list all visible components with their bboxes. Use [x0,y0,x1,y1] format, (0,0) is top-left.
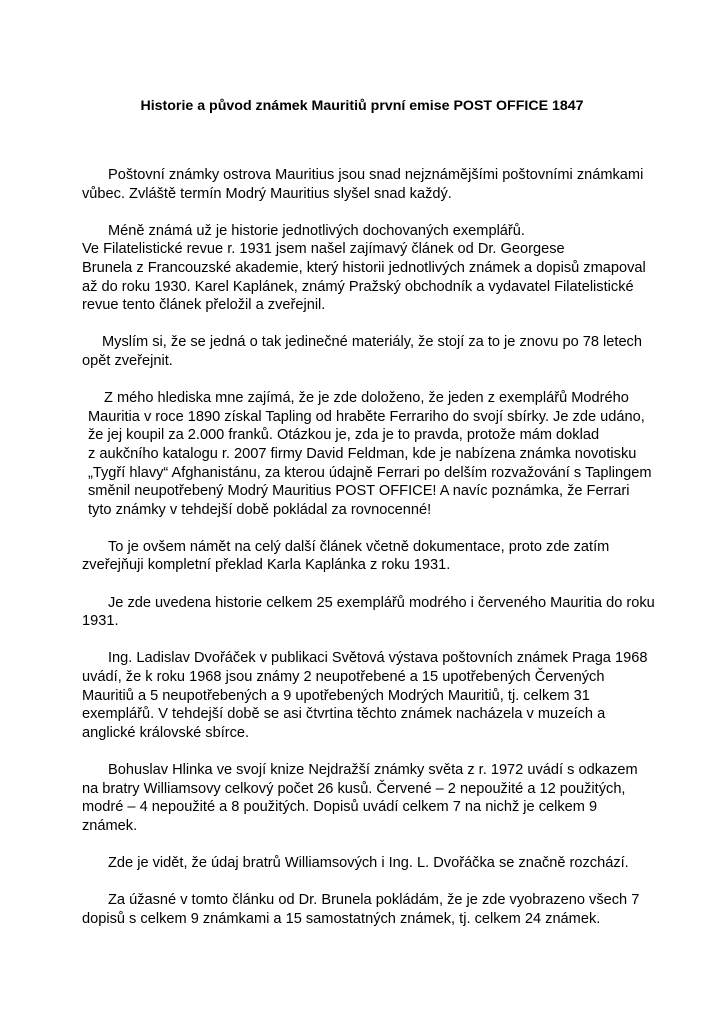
text-line: anglické královské sbírce. [82,724,250,741]
text-line: opět zveřejnit. [82,352,173,369]
paragraph [82,649,682,742]
text-line: Poštovní známky ostrova Mauritius jsou snad nejznámějšími poštovními známkami [108,167,644,183]
text-line: 1931. [82,613,119,630]
text-line: To je ovšem námět na celý další článek včetně dokumentace, proto zde zatím [108,538,610,555]
text-line: až do roku 1930. Karel Kaplánek, známý Pražský obchodník a vydavatel Filatelistické [82,278,634,295]
text-line: vůbec. Zvláště termín Modrý Mauritius slyšel snad každý. [82,185,452,202]
text-line: Myslím si, že se jedná o tak jedinečné materiály, že stojí za to je znovu po 78 letech [102,334,642,351]
paragraph [82,389,682,519]
paragraph [82,761,682,835]
text-line: Je zde uvedena historie celkem 25 exemplářů modrého i červeného Mauritia do roku [108,594,655,611]
text-line: „Tygří hlavy“ Afghanistánu, za kterou údajně Ferrari po delším rozvažování s Taplingem [88,464,652,481]
text-line: zveřejňuji kompletní překlad Karla Kaplánka z roku 1931. [82,557,451,574]
text-line: z aukčního katalogu r. 2007 firmy David Feldman, kde je nabízena známka novotisku [88,445,637,462]
paragraph [82,222,682,315]
text-line: že jej koupil za 2.000 franků. Otázkou je, zda je to pravda, protože mám doklad [88,427,600,444]
text-line: Za úžasné v tomto článku od Dr. Brunela pokládám, že je zde vyobrazeno všech 7 [108,892,640,909]
text-line: dopisů s celkem 9 známkami a 15 samostatných známek, tj. celkem 24 známek. [82,910,601,927]
text-line: revue tento článek přeložil a zveřejnil. [82,297,326,314]
paragraph [82,891,682,928]
text-line: Zde je vidět, že údaj bratrů Williamsových i Ing. L. Dvořáčka se značně rozchází. [108,854,629,871]
paragraph [82,333,682,370]
paragraph [82,538,682,575]
text-line: Mauritia v roce 1890 získal Tapling od hraběte Ferrariho do svojí sbírky. Je zde udáno, [88,408,645,425]
text-line: Méně známá už je historie jednotlivých dochovaných exemplářů. [108,222,525,239]
document-title: Historie a původ známek Mauritiů první emise POST OFFICE 1847 [140,98,584,114]
text-line: Bohuslav Hlinka ve svojí knize Nejdražší známky světa z r. 1972 uvádí s odkazem [108,762,638,778]
text-line: Ve Filatelistické revue r. 1931 jsem našel zajímavý článek od Dr. Georgese [82,241,565,258]
text-line: Mauritiů a 5 neupotřebených a 9 upotřebených Modrých Mauritiů, tj. celkem 31 [82,687,590,704]
text-line: tyto známky v tehdejší době pokládal za rovnocenné! [88,501,432,518]
text-line: exemplářů. V tehdejší době se asi čtvrtina těchto známek nacházela v muzeích a [82,706,606,723]
text-line: známek. [82,817,138,834]
text-line: Ing. Ladislav Dvořáček v publikaci Světová výstava poštovních známek Praga 1968 [108,650,648,667]
text-line: směnil neupotřebený Modrý Mauritius POST OFFICE! A navíc poznámka, že Ferrari [88,483,630,500]
text-line: na bratry Williamsovy celkový počet 26 kusů. Červené – 2 nepoužité a 12 použitých, [82,780,626,797]
text-line: Brunela z Francouzské akademie, který historii jednotlivých známek a dopisů zmapoval [82,259,646,276]
document-body [82,166,682,947]
text-line: modré – 4 nepoužité a 8 použitých. Dopisů uvádí celkem 7 na nichž je celkem 9 [82,799,598,816]
paragraph [82,854,682,873]
text-line: Z mého hlediska mne zajímá, že je zde doloženo, že jeden z exemplářů Modrého [104,390,629,407]
text-line: uvádí, že k roku 1968 jsou známy 2 neupotřebené a 15 upotřebených Červených [82,669,605,686]
paragraph [82,594,682,631]
paragraph [82,166,682,203]
